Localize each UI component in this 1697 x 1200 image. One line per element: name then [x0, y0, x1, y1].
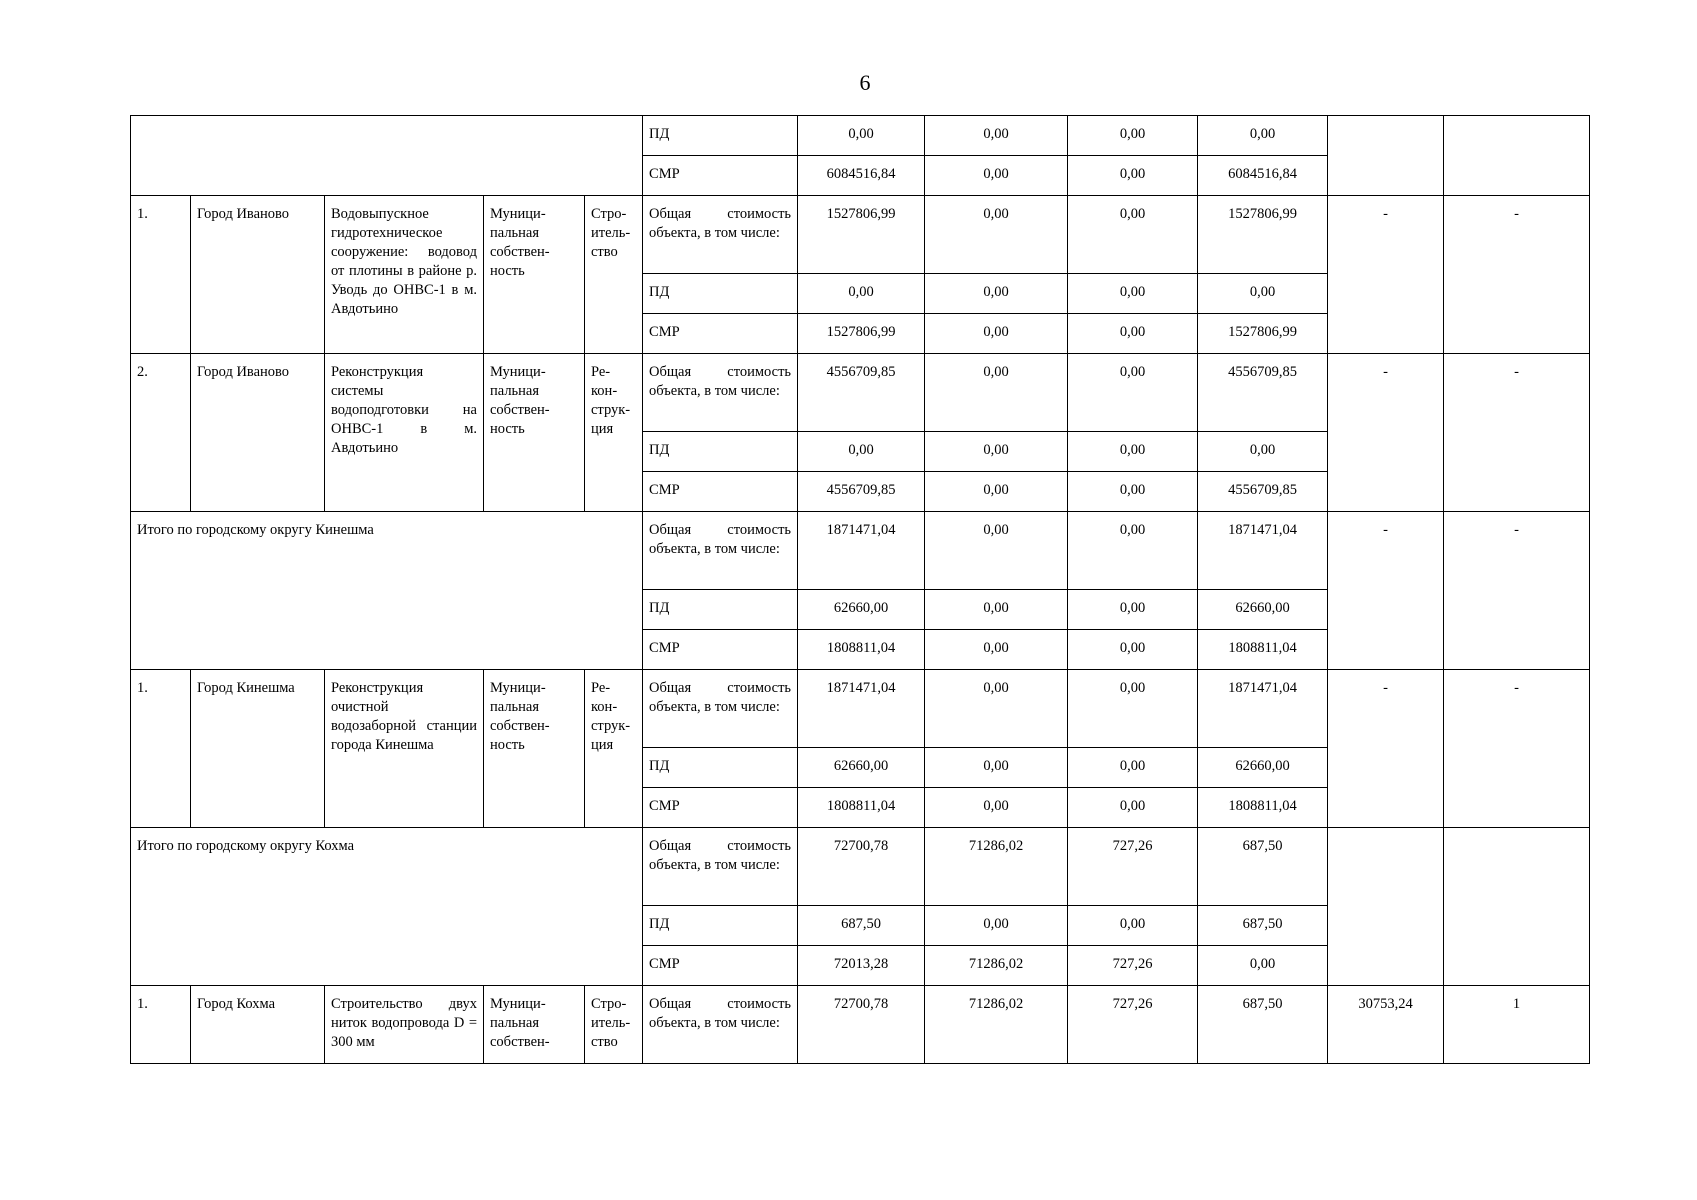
total-cost-label: Общая стоимость объекта, в том числе: [643, 512, 798, 590]
value-cell: 0,00 [1068, 116, 1198, 156]
value-cell: 0,00 [925, 748, 1068, 788]
table-row [131, 196, 1590, 274]
value-cell: 72700,78 [798, 828, 925, 906]
ownership-cell: Муници- пальная собствен- [484, 986, 585, 1064]
value-cell: 1871471,04 [1198, 512, 1328, 590]
page-number: 6 [859, 70, 871, 95]
smr-label: СМР [643, 472, 798, 512]
value-cell: 687,50 [798, 906, 925, 946]
value-cell: 0,00 [1068, 432, 1198, 472]
value-cell: 1527806,99 [1198, 196, 1328, 274]
item-number: 1. [131, 196, 191, 354]
value-cell: 62660,00 [798, 748, 925, 788]
value-cell: 0,00 [925, 196, 1068, 274]
value-cell: 0,00 [1198, 946, 1328, 986]
work-type-cell: Стро- итель- ство [585, 196, 643, 354]
object-name-cell: Водовыпускное гидротехническое сооружение: водовод от плотины в районе р. Уводь до ОНВС-1 в м. Авдотьино [325, 196, 484, 354]
total-cost-label: Общая стоимость объекта, в том числе: [643, 354, 798, 432]
smr-label: СМР [643, 788, 798, 828]
value-cell: 0,00 [925, 630, 1068, 670]
value-cell: 727,26 [1068, 986, 1198, 1064]
value-cell: 1871471,04 [798, 670, 925, 748]
value-cell: 1808811,04 [798, 788, 925, 828]
extra-cell: - [1444, 354, 1590, 512]
value-cell: 62660,00 [1198, 748, 1328, 788]
table-row [131, 828, 1590, 906]
value-cell: 1527806,99 [1198, 314, 1328, 354]
total-cost-label: Общая стоимость объекта, в том числе: [643, 828, 798, 906]
value-cell: 1527806,99 [798, 196, 925, 274]
value-cell: 0,00 [1068, 788, 1198, 828]
value-cell: 0,00 [798, 274, 925, 314]
value-cell: 0,00 [925, 156, 1068, 196]
extra-cell: - [1328, 196, 1444, 354]
value-cell: 62660,00 [798, 590, 925, 630]
pd-label: ПД [643, 748, 798, 788]
value-cell: 0,00 [1068, 748, 1198, 788]
pd-label: ПД [643, 590, 798, 630]
value-cell: 0,00 [925, 472, 1068, 512]
investment-table [130, 115, 1590, 1064]
value-cell: 0,00 [1068, 196, 1198, 274]
value-cell: 4556709,85 [1198, 354, 1328, 432]
total-cost-label: Общая стоимость объекта, в том числе: [643, 670, 798, 748]
value-cell: 0,00 [1068, 590, 1198, 630]
extra-cell: - [1328, 512, 1444, 670]
smr-label: СМР [643, 630, 798, 670]
value-cell: 4556709,85 [798, 354, 925, 432]
table-row [131, 116, 1590, 156]
table-row [131, 986, 1590, 1064]
value-cell: 0,00 [925, 116, 1068, 156]
value-cell: 71286,02 [925, 986, 1068, 1064]
value-cell: 0,00 [798, 432, 925, 472]
pd-label: ПД [643, 432, 798, 472]
value-cell: 0,00 [1198, 274, 1328, 314]
pd-label: ПД [643, 274, 798, 314]
smr-label: СМР [643, 314, 798, 354]
value-cell: 71286,02 [925, 946, 1068, 986]
pd-label: ПД [643, 906, 798, 946]
value-cell: 0,00 [925, 906, 1068, 946]
value-cell: 0,00 [1068, 156, 1198, 196]
item-number: 2. [131, 354, 191, 512]
table-row [131, 512, 1590, 590]
item-number: 1. [131, 670, 191, 828]
value-cell: 0,00 [1198, 116, 1328, 156]
value-cell: 1527806,99 [798, 314, 925, 354]
subtotal-title: Итого по городскому округу Кохма [131, 828, 643, 986]
empty-cell [1444, 116, 1590, 196]
object-name-cell: Реконструкция системы водоподготовки на ОНВС-1 в м. Авдотьино [325, 354, 484, 512]
locality-cell: Город Кинешма [191, 670, 325, 828]
locality-cell: Город Кохма [191, 986, 325, 1064]
total-cost-label: Общая стоимость объекта, в том числе: [643, 986, 798, 1064]
empty-cell [131, 116, 643, 196]
value-cell: 0,00 [925, 512, 1068, 590]
value-cell: 72013,28 [798, 946, 925, 986]
value-cell: 6084516,84 [1198, 156, 1328, 196]
value-cell: 62660,00 [1198, 590, 1328, 630]
ownership-cell: Муници- пальная собствен- ность [484, 354, 585, 512]
value-cell: 71286,02 [925, 828, 1068, 906]
extra-cell: - [1444, 512, 1590, 670]
value-cell: 0,00 [925, 590, 1068, 630]
value-cell: 0,00 [1068, 630, 1198, 670]
value-cell: 4556709,85 [798, 472, 925, 512]
value-cell: 0,00 [1068, 274, 1198, 314]
value-cell: 1871471,04 [798, 512, 925, 590]
extra-cell: 1 [1444, 986, 1590, 1064]
extra-cell: - [1444, 670, 1590, 828]
value-cell: 0,00 [798, 116, 925, 156]
extra-cell: - [1328, 670, 1444, 828]
value-cell: 1871471,04 [1198, 670, 1328, 748]
value-cell: 1808811,04 [798, 630, 925, 670]
subtotal-title: Итого по городскому округу Кинешма [131, 512, 643, 670]
value-cell: 1808811,04 [1198, 630, 1328, 670]
value-cell: 687,50 [1198, 906, 1328, 946]
value-cell: 0,00 [925, 670, 1068, 748]
pd-label: ПД [643, 116, 798, 156]
empty-cell [1328, 116, 1444, 196]
smr-label: СМР [643, 156, 798, 196]
value-cell: 687,50 [1198, 986, 1328, 1064]
extra-cell [1444, 828, 1590, 986]
value-cell: 0,00 [1068, 906, 1198, 946]
extra-cell: - [1328, 354, 1444, 512]
value-cell: 72700,78 [798, 986, 925, 1064]
extra-cell [1328, 828, 1444, 986]
value-cell: 6084516,84 [798, 156, 925, 196]
value-cell: 727,26 [1068, 946, 1198, 986]
total-cost-label: Общая стоимость объекта, в том числе: [643, 196, 798, 274]
work-type-cell: Стро- итель- ство [585, 986, 643, 1064]
table-row [131, 670, 1590, 748]
work-type-cell: Ре- кон- струк- ция [585, 354, 643, 512]
value-cell: 0,00 [925, 432, 1068, 472]
object-name-cell: Реконструкция очистной водозаборной станции города Кинешма [325, 670, 484, 828]
value-cell: 0,00 [1068, 314, 1198, 354]
work-type-cell: Ре- кон- струк- ция [585, 670, 643, 828]
value-cell: 4556709,85 [1198, 472, 1328, 512]
smr-label: СМР [643, 946, 798, 986]
value-cell: 727,26 [1068, 828, 1198, 906]
ownership-cell: Муници- пальная собствен- ность [484, 196, 585, 354]
value-cell: 0,00 [925, 314, 1068, 354]
value-cell: 0,00 [1068, 354, 1198, 432]
extra-cell: 30753,24 [1328, 986, 1444, 1064]
value-cell: 1808811,04 [1198, 788, 1328, 828]
value-cell: 0,00 [1198, 432, 1328, 472]
value-cell: 0,00 [1068, 472, 1198, 512]
locality-cell: Город Иваново [191, 354, 325, 512]
value-cell: 0,00 [925, 354, 1068, 432]
value-cell: 0,00 [925, 274, 1068, 314]
value-cell: 0,00 [1068, 512, 1198, 590]
ownership-cell: Муници- пальная собствен- ность [484, 670, 585, 828]
object-name-cell: Строительство двух ниток водопровода D = 300 мм [325, 986, 484, 1064]
table-row [131, 354, 1590, 432]
locality-cell: Город Иваново [191, 196, 325, 354]
extra-cell: - [1444, 196, 1590, 354]
value-cell: 0,00 [925, 788, 1068, 828]
value-cell: 687,50 [1198, 828, 1328, 906]
value-cell: 0,00 [1068, 670, 1198, 748]
item-number: 1. [131, 986, 191, 1064]
